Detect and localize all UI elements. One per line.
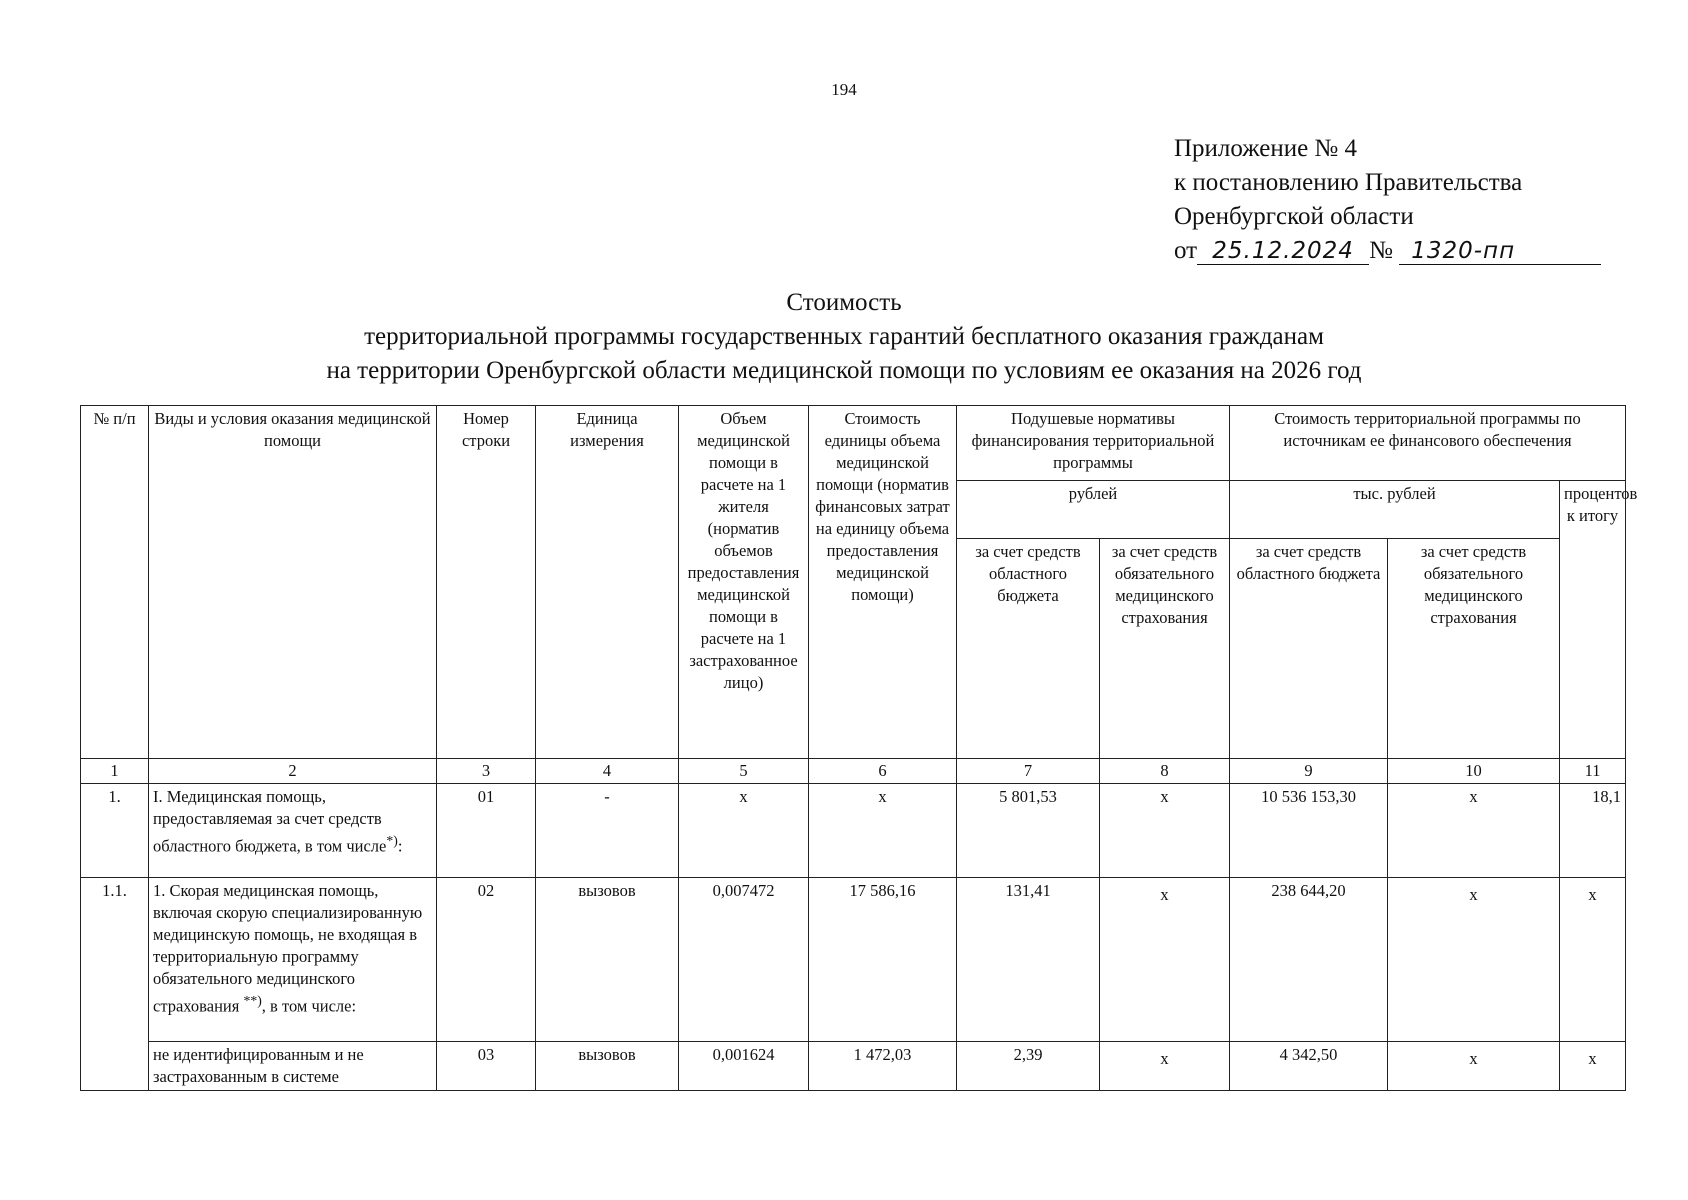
column-number: 6 xyxy=(809,759,957,784)
cell-program-oms: х xyxy=(1388,878,1560,1042)
column-number: 5 xyxy=(679,759,809,784)
column-number: 1 xyxy=(81,759,149,784)
header-cost: Стоимость единицы объема медицинской помощи (норматив финансовых затрат на единицу объема предоставления медицинской помощи) xyxy=(809,406,957,759)
column-number: 7 xyxy=(957,759,1100,784)
appendix-date-line xyxy=(1174,234,1601,268)
cell-cost: х xyxy=(809,784,957,878)
cell-name xyxy=(149,1042,437,1091)
header-program-cost: Стоимость территориальной программы по источникам ее финансового обеспечения xyxy=(1230,406,1626,481)
cell-program-oms: х xyxy=(1388,1042,1560,1091)
title-line-2: территориальной программы государственных гарантий бесплатного оказания гражданам xyxy=(364,323,1324,350)
cell-row-number: 02 xyxy=(437,878,536,1042)
footnote-mark: *) xyxy=(386,833,398,848)
cell-unit: вызовов xyxy=(536,1042,679,1091)
cell-name xyxy=(149,878,437,1042)
page-number: 194 xyxy=(831,80,857,99)
cell-row-number: 01 xyxy=(437,784,536,878)
cell-volume: х xyxy=(679,784,809,878)
cell-volume: 0,001624 xyxy=(679,1042,809,1091)
cell-per-capita-budget: 5 801,53 xyxy=(957,784,1100,878)
cell-name-text: I. Медицинская помощь, предоставляемая за счет средств областного бюджета, в том числе xyxy=(153,787,387,856)
cell-no: 1. xyxy=(81,784,149,878)
header-per-capita-oms: за счет средств обязательного медицинского страхования xyxy=(1100,539,1230,759)
cell-name-text: не идентифицированным и не застрахованным в системе xyxy=(153,1045,364,1086)
header-per-capita-budget: за счет средств областного бюджета xyxy=(957,539,1100,759)
cell-per-capita-budget: 131,41 xyxy=(957,878,1100,1042)
cell-program-budget: 4 342,50 xyxy=(1230,1042,1388,1091)
column-number: 3 xyxy=(437,759,536,784)
cell-percent: х xyxy=(1560,1042,1626,1091)
appendix-line-3: Оренбургской области xyxy=(1174,203,1414,230)
column-number: 2 xyxy=(149,759,437,784)
header-volume: Объем медицинской помощи в расчете на 1 жителя (норматив объемов предоставления медицинской помощи в расчете на 1 застрахованное лицо) xyxy=(679,406,809,759)
number-label: № xyxy=(1369,237,1393,264)
cell-program-budget: 238 644,20 xyxy=(1230,878,1388,1042)
header-row-number: Номер строки xyxy=(437,406,536,759)
title-line-1: Стоимость xyxy=(786,289,902,316)
column-number: 11 xyxy=(1560,759,1626,784)
appendix-line-1: Приложение № 4 xyxy=(1174,135,1358,162)
cell-no: 1.1. xyxy=(81,878,149,1091)
cell-percent: 18,1 xyxy=(1560,784,1626,878)
header-thousand-rubles: тыс. рублей xyxy=(1230,481,1560,539)
header-program-budget: за счет средств областного бюджета xyxy=(1230,539,1388,759)
title-line-3: на территории Оренбургской области медицинской помощи по условиям ее оказания на 2026 год xyxy=(326,357,1362,384)
cell-program-budget: 10 536 153,30 xyxy=(1230,784,1388,878)
cell-name-tail: : xyxy=(397,836,403,856)
header-types: Виды и условия оказания медицинской помощи xyxy=(149,406,437,759)
cell-name-tail: , в том числе: xyxy=(261,996,357,1016)
cell-unit: - xyxy=(536,784,679,878)
header-rubles: рублей xyxy=(957,481,1230,539)
cell-per-capita-oms: х xyxy=(1100,1042,1230,1091)
table-row xyxy=(81,1042,1626,1091)
handwritten-date: 25.12.2024 xyxy=(1212,238,1354,264)
cell-per-capita-oms: х xyxy=(1100,784,1230,878)
appendix-line-2: к постановлению Правительства xyxy=(1174,169,1523,196)
document-title xyxy=(0,286,1688,388)
footnote-mark: **) xyxy=(243,993,262,1008)
cell-name-text: 1. Скорая медицинская помощь, включая скорую специализированную медицинскую помощь, не входящая в территориальную программу обязательного медицинского страхования xyxy=(153,881,423,1016)
handwritten-number: 1320-пп xyxy=(1411,238,1516,264)
column-number: 8 xyxy=(1100,759,1230,784)
appendix-block xyxy=(1174,132,1601,268)
cell-row-number: 03 xyxy=(437,1042,536,1091)
cell-cost: 1 472,03 xyxy=(809,1042,957,1091)
cell-cost: 17 586,16 xyxy=(809,878,957,1042)
column-number: 4 xyxy=(536,759,679,784)
header-per-capita: Подушевые нормативы финансирования территориальной программы xyxy=(957,406,1230,481)
cost-table xyxy=(80,405,1638,1091)
header-unit: Единица измерения xyxy=(536,406,679,759)
header-percent: процентов к итогу xyxy=(1560,481,1626,759)
column-number: 9 xyxy=(1230,759,1388,784)
column-number-row xyxy=(81,759,1626,784)
cell-per-capita-budget: 2,39 xyxy=(957,1042,1100,1091)
cell-unit: вызовов xyxy=(536,878,679,1042)
cell-percent: х xyxy=(1560,878,1626,1042)
table-row xyxy=(81,784,1626,878)
cell-per-capita-oms: х xyxy=(1100,878,1230,1042)
from-label: от xyxy=(1174,237,1198,264)
cell-program-oms: х xyxy=(1388,784,1560,878)
header-no: № п/п xyxy=(81,406,149,759)
column-number: 10 xyxy=(1388,759,1560,784)
cell-volume: 0,007472 xyxy=(679,878,809,1042)
cell-name xyxy=(149,784,437,878)
header-program-oms: за счет средств обязательного медицинского страхования xyxy=(1388,539,1560,759)
table-row xyxy=(81,878,1626,1042)
